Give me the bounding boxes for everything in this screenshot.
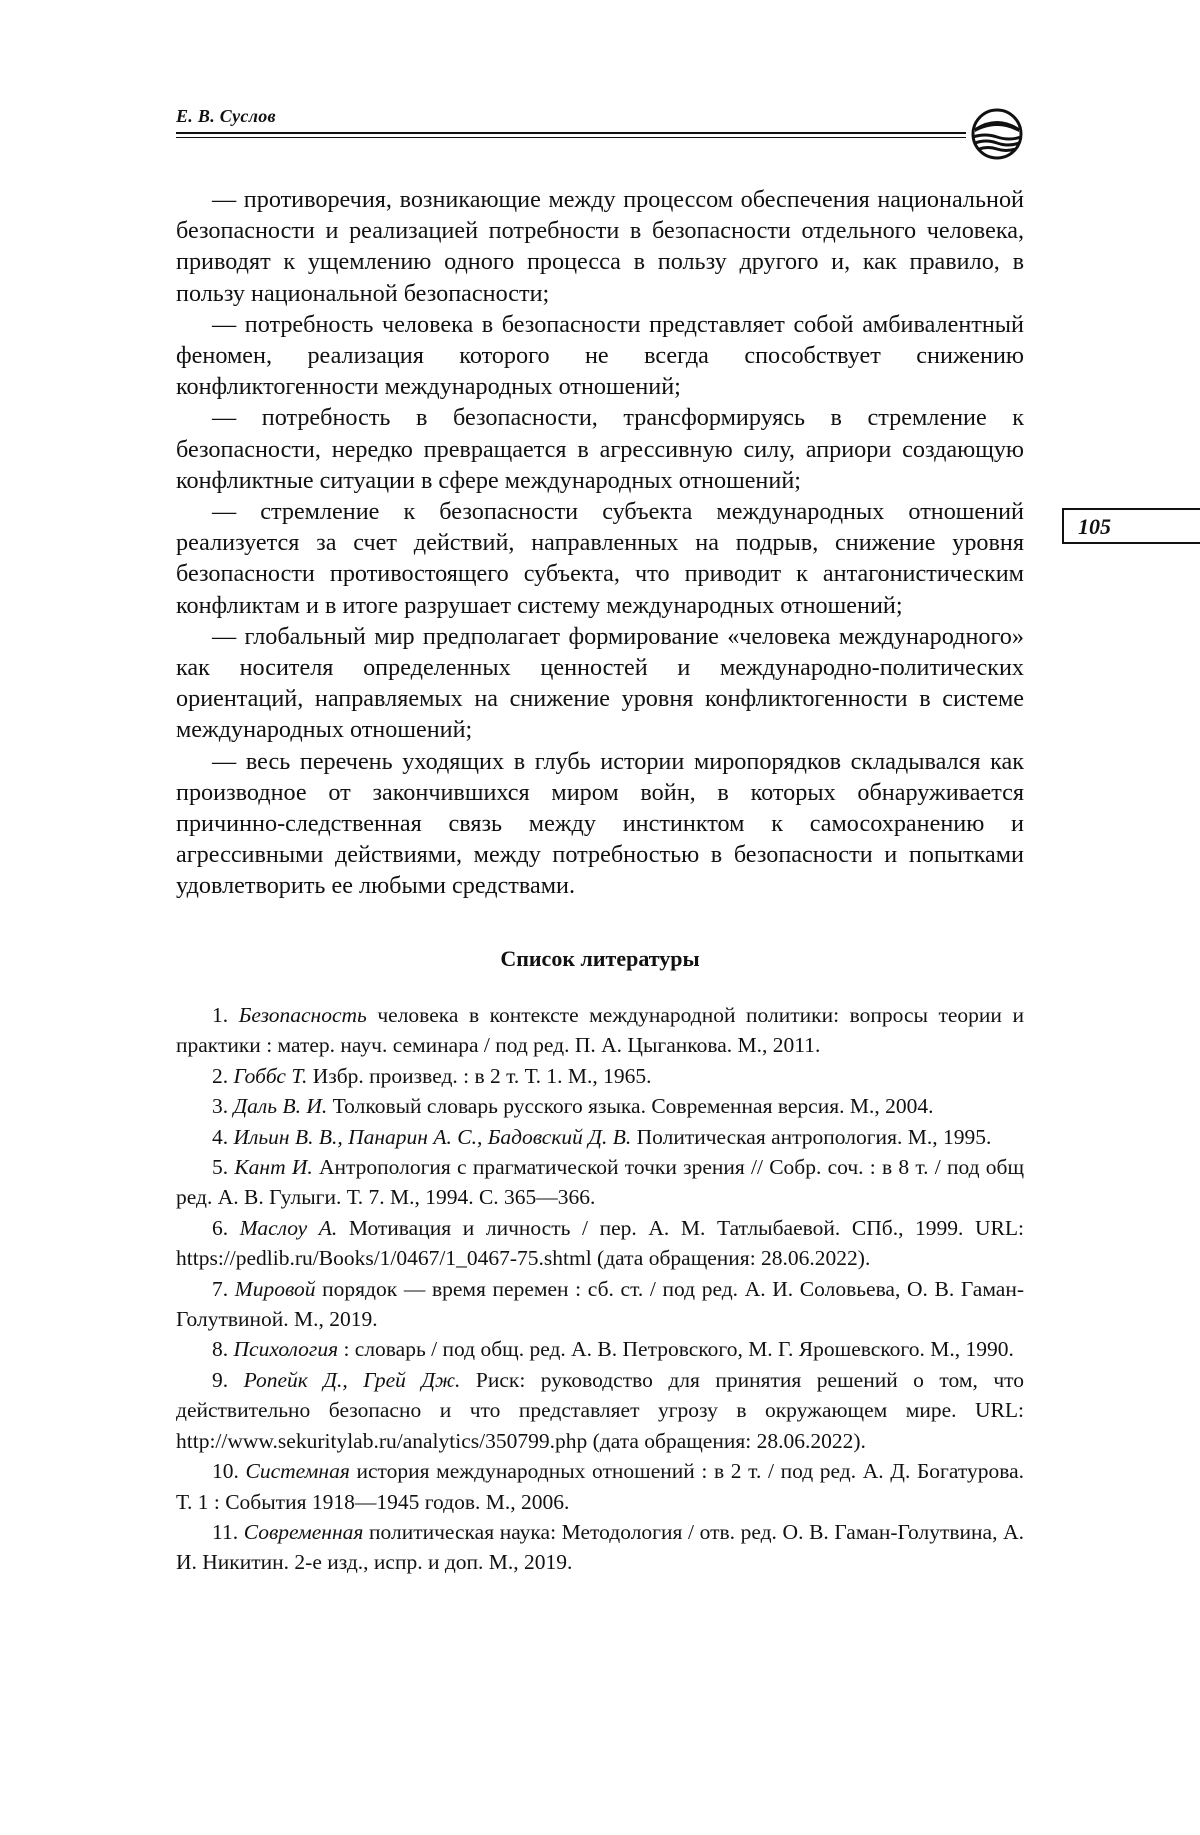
reference-item: 11. Современная политическая наука: Методология / отв. ред. О. В. Гаман-Голутвина, А. И. Никитин. 2-е изд., испр. и доп. М., 2019. [176,1519,1024,1575]
reference-item: 5. Кант И. Антропология с прагматической точки зрения // Собр. соч. : в 8 т. / под общ ред. А. В. Гулыги. Т. 7. М., 1994. С. 365—366. [176,1155,1025,1210]
paragraph: — потребность человека в безопасности представляет собой амбивалентный феномен, реализация которого не всегда способствует снижению конфликтогенности международных отношений; [176,310,1024,401]
paragraph: — противоречия, возникающие между процессом обеспечения национальной безопасности и реализацией потребности в безопасности отдельного человека, приводят к ущемлению одного процесса в пользу другого и, как правило, в пользу национальной безопасности; [176,186,1024,307]
reference-item: 1. Безопасность человека в контексте международной политики: вопросы теории и практики : матер. науч. семинара / под ред. П. А. Цыганкова. М., 2011. [176,1003,1024,1058]
references-title: Список литературы [500,946,700,971]
reference-item: 7. Мировой порядок — время перемен : сб. ст. / под ред. А. И. Соловьева, О. В. Гаман-Голутвиной. М., 2019. [176,1276,1024,1332]
page-number-box [1062,508,1200,544]
references-list [176,1000,1024,1578]
reference-item: 6. Маслоу А. Мотивация и личность / пер. А. М. Татлыбаевой. СПб., 1999. URL: https://pedlib.ru/Books/1/0467/1_0467-75.shtml (дата обращения: 28.06.2022). [176,1215,1025,1271]
reference-item: 2. Гоббс Т. Избр. произвед. : в 2 т. Т. 1. М., 1965. [212,1063,652,1088]
reference-item: 10. Системная история международных отношений : в 2 т. / под ред. А. Д. Богатурова. Т. 1 : События 1918—1945 годов. М., 2006. [176,1459,1024,1514]
paragraph: — весь перечень уходящих в глубь истории миропорядков складывался как производное от закончившихся миром войн, в которых обнаруживается причинно-следственная связь между инстинктом к самосохранению и агрессивными действиями, между потребностью в безопасности и попытками удовлетворить ее любыми средствами. [176,747,1024,900]
header-rule [176,132,966,134]
paragraph: — потребность в безопасности, трансформируясь в стремление к безопасности, нередко превращается в агрессивную силу, априори создающую конфликтные ситуации в сфере международных отношений; [176,404,1024,494]
paragraph: — стремление к безопасности субъекта международных отношений реализуется за счет действий, направленных на подрыв, снижение уровня безопасности противостоящего субъекта, что приводит к антагонистическим конфликтам и в итоге разрушает систему международных отношений; [176,498,1024,619]
page-number: 105 [1078,514,1111,539]
reference-item: 9. Ропейк Д., Грей Дж. Риск: руководство для принятия решений о том, что действительно безопасно и что представляет угрозу в окружающем мире. URL: http://www.sekuritylab.ru/analytics/350799.php (дата обращения: 28.06.2022). [176,1367,1024,1453]
header-rule-thin [176,137,966,138]
reference-item: 8. Психология : словарь / под общ. ред. А. В. Петровского, М. Г. Ярошевского. М., 1990. [212,1337,1014,1362]
running-header-author: Е. В. Суслов [176,106,276,126]
running-header [176,104,1026,164]
journal-logo-icon [966,106,1028,162]
paragraph: — глобальный мир предполагает формирование «человека международного» как носителя определенных ценностей и международно-политических ориентаций, направляемых на снижение уровня конфликтогенности в системе международных отношений; [176,622,1024,744]
main-text [176,184,1024,902]
reference-item: 4. Ильин В. В., Панарин А. С., Бадовский Д. В. Политическая антропология. М., 1995. [212,1124,992,1149]
reference-item: 3. Даль В. И. Толковый словарь русского языка. Современная версия. М., 2004. [212,1094,934,1119]
